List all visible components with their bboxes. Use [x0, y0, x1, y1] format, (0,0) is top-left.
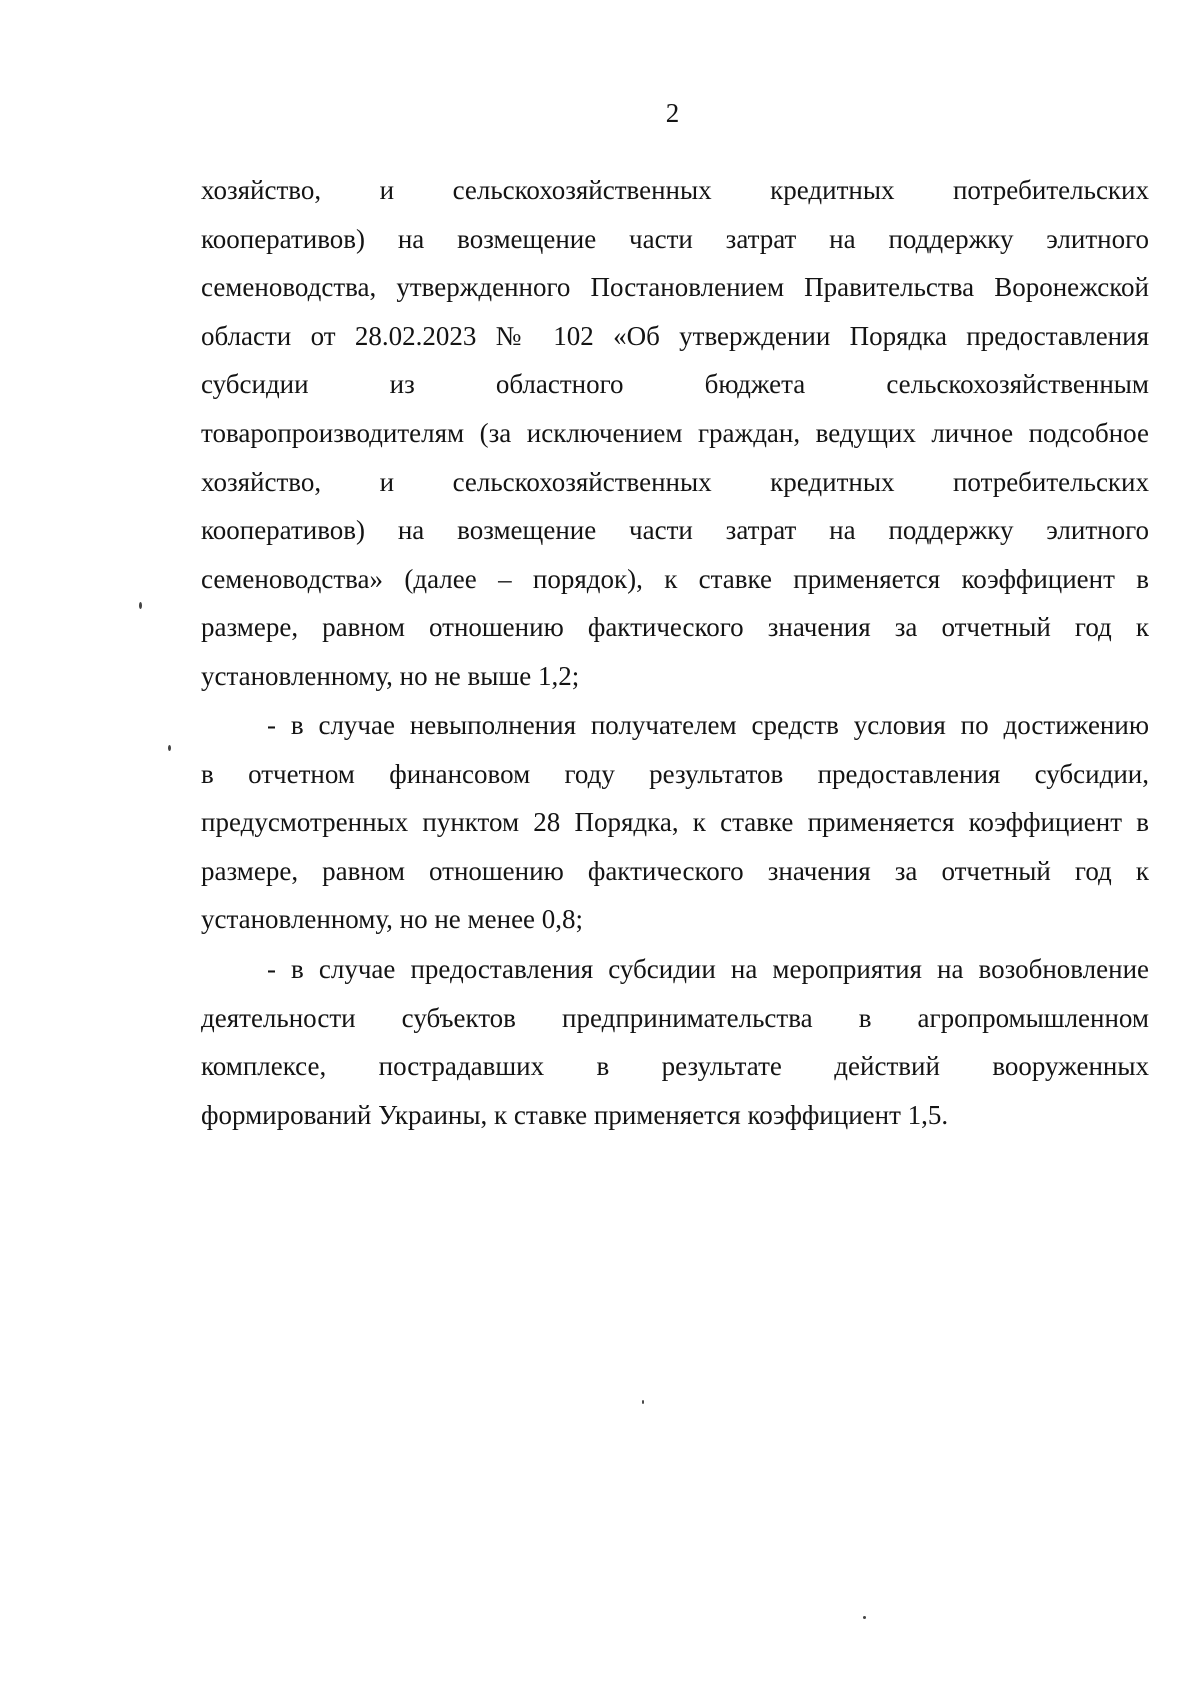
text-line: предусмотренных пунктом 28 Порядка, к ставке применяется коэффициент в: [201, 807, 1149, 838]
text-line: - в случае невыполнения получателем средств условия по достижению: [267, 710, 1149, 740]
text-line: области от 28.02.2023 № 102 «Об утверждении Порядка предоставления: [201, 320, 1149, 351]
scan-speck: [168, 745, 171, 751]
paragraph: [201, 166, 1149, 701]
paragraph: [201, 701, 1149, 944]
text-line: установленному, но не выше 1,2;: [201, 660, 580, 691]
paragraph-continuation: [201, 166, 1149, 701]
text-line: деятельности субъектов предпринимательства в агропромышленном: [201, 1002, 1149, 1033]
text-line: - в случае предоставления субсидии на мероприятия на возобновление: [267, 954, 1149, 984]
text-line: субсидии из областного бюджета сельскохозяйственным: [201, 369, 1149, 400]
text-line: в отчетном финансовом году результатов предоставления субсидии,: [201, 758, 1149, 789]
text-line: кооперативов) на возмещение части затрат на поддержку элитного: [201, 223, 1149, 254]
scan-speck: [642, 1400, 644, 1404]
text-line: семеноводства, утвержденного Постановлением Правительства Воронежской: [201, 272, 1149, 303]
text-line: товаропроизводителям (за исключением граждан, ведущих личное подсобное: [201, 417, 1149, 448]
text-line: комплексе, пострадавших в результате действий вооруженных: [201, 1051, 1149, 1082]
paragraph: [201, 945, 1149, 1139]
text-line: хозяйство, и сельскохозяйственных кредитных потребительских: [201, 175, 1149, 205]
scan-speck: [139, 602, 142, 609]
paragraph-clause-3: [201, 945, 1149, 1139]
text-line: размере, равном отношению фактического значения за отчетный год к: [201, 612, 1149, 643]
paragraph-clause-2: [201, 701, 1149, 944]
text-line: кооперативов) на возмещение части затрат на поддержку элитного: [201, 515, 1149, 546]
page-number: 2: [665, 98, 680, 128]
text-line: установленному, но не менее 0,8;: [201, 904, 584, 935]
text-line: семеноводства» (далее – порядок), к ставке применяется коэффициент в: [201, 563, 1149, 594]
text-line: размере, равном отношению фактического значения за отчетный год к: [201, 855, 1149, 886]
scan-speck: [863, 1616, 866, 1619]
text-line: хозяйство, и сельскохозяйственных кредитных потребительских: [201, 466, 1149, 497]
text-line: формирований Украины, к ставке применяется коэффициент 1,5.: [201, 1099, 949, 1130]
